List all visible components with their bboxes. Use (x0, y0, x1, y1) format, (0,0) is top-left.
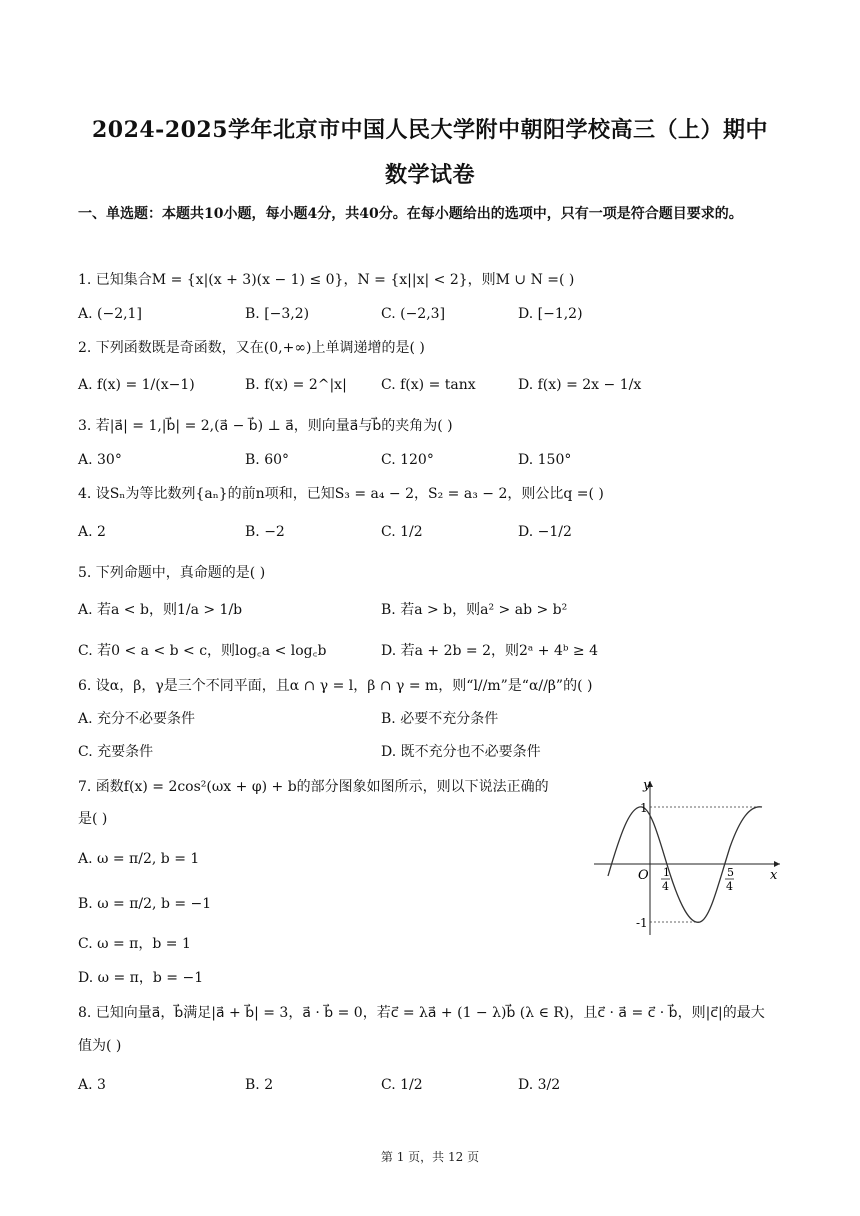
x-tick-quarter-num: 1 (663, 866, 670, 879)
q6-option-c: C. 充要条件 (78, 744, 154, 760)
q2-option-c: C. f(x) = tanx (381, 377, 476, 393)
y-tick-top: 1 (640, 801, 648, 815)
q8-option-a: A. 3 (78, 1077, 106, 1093)
page-footer: 第 1 页，共 12 页 (380, 1150, 480, 1164)
q4-option-d: D. −1/2 (518, 524, 572, 540)
sine-curve (608, 807, 762, 922)
q7-option-b: B. ω = π/2, b = −1 (78, 896, 212, 912)
exam-title: 2024-2025学年北京市中国人民大学附中朝阳学校高三（上）期中 (91, 117, 769, 143)
q5-option-c: C. 若0 < a < b < c，则log꜀a < log꜀b (78, 643, 327, 659)
q4-option-a: A. 2 (78, 524, 106, 540)
q7-option-d: D. ω = π，b = −1 (78, 970, 204, 986)
q1-option-d: D. [−1,2) (518, 306, 583, 322)
q3-option-b: B. 60° (245, 452, 290, 468)
q3-option-d: D. 150° (518, 452, 572, 468)
question-8: 8. 已知向量a⃗，b⃗满足|a⃗ + b⃗| = 3，a⃗ · b⃗ = 0，若c⃗ = λa⃗ + (1 − λ)b⃗ (λ ∈ R)，且c⃗ · a⃗ = c⃗ · b⃗，则|c⃗|的最大 (78, 1005, 765, 1021)
q6-option-d: D. 既不充分也不必要条件 (381, 744, 541, 760)
q4-option-b: B. −2 (245, 524, 285, 540)
q3-option-a: A. 30° (78, 452, 122, 468)
q7-option-a: A. ω = π/2, b = 1 (78, 851, 200, 867)
q1-option-c: C. (−2,3] (381, 306, 446, 322)
y-tick-bottom: -1 (636, 916, 648, 930)
q5-option-b: B. 若a > b，则a² > ab > b² (381, 602, 568, 618)
q2-option-a: A. f(x) = 1/(x−1) (78, 377, 195, 393)
function-graph (590, 775, 790, 940)
q2-option-b: B. f(x) = 2^|x| (245, 377, 347, 393)
q8-option-b: B. 2 (245, 1077, 274, 1093)
x-tick-fivequarter-num: 5 (727, 866, 734, 879)
q8-option-d: D. 3/2 (518, 1077, 561, 1093)
x-tick-fivequarter-den: 4 (726, 880, 733, 893)
x-label: x (770, 868, 778, 883)
q4-option-c: C. 1/2 (381, 524, 423, 540)
question-7: 7. 函数f(x) = 2cos²(ωx + φ) + b的部分图象如图所示，则以下说法正确的 (78, 779, 549, 795)
question-8-cont: 值为( ) (78, 1038, 122, 1054)
question-7-cont: 是( ) (78, 811, 108, 827)
origin-label: O (638, 868, 649, 883)
question-5: 5. 下列命题中，真命题的是( ) (78, 565, 266, 581)
question-1: 1. 已知集合M = {x|(x + 3)(x − 1) ≤ 0}，N = {x||x| < 2}，则M ∪ N =( ) (78, 272, 575, 288)
section-heading: 一、单选题：本题共10小题，每小题4分，共40分。在每小题给出的选项中，只有一项是符合题目要求的。 (78, 206, 743, 222)
q3-option-c: C. 120° (381, 452, 434, 468)
question-3: 3. 若|a⃗| = 1,|b⃗| = 2,(a⃗ − b⃗) ⊥ a⃗，则向量a⃗与b⃗的夹角为( ) (78, 418, 453, 434)
q1-option-b: B. [−3,2) (245, 306, 310, 322)
question-4: 4. 设Sₙ为等比数列{aₙ}的前n项和，已知S₃ = a₄ − 2，S₂ = a₃ − 2，则公比q =( ) (78, 486, 604, 502)
exam-subtitle: 数学试卷 (384, 162, 475, 188)
q2-option-d: D. f(x) = 2x − 1/x (518, 377, 642, 393)
q6-option-b: B. 必要不充分条件 (381, 711, 499, 727)
y-label: y (643, 778, 651, 793)
q8-option-c: C. 1/2 (381, 1077, 423, 1093)
q7-option-c: C. ω = π，b = 1 (78, 936, 191, 952)
question-2: 2. 下列函数既是奇函数，又在(0,+∞)上单调递增的是( ) (78, 340, 425, 356)
q5-option-d: D. 若a + 2b = 2，则2ᵃ + 4ᵇ ≥ 4 (381, 643, 598, 659)
q1-option-a: A. (−2,1] (78, 306, 142, 322)
x-tick-quarter-den: 4 (662, 880, 669, 893)
q5-option-a: A. 若a < b，则1/a > 1/b (78, 602, 243, 618)
question-6: 6. 设α，β，γ是三个不同平面，且α ∩ γ = l，β ∩ γ = m，则“l//m”是“α//β”的( ) (78, 678, 593, 694)
q6-option-a: A. 充分不必要条件 (78, 711, 196, 727)
